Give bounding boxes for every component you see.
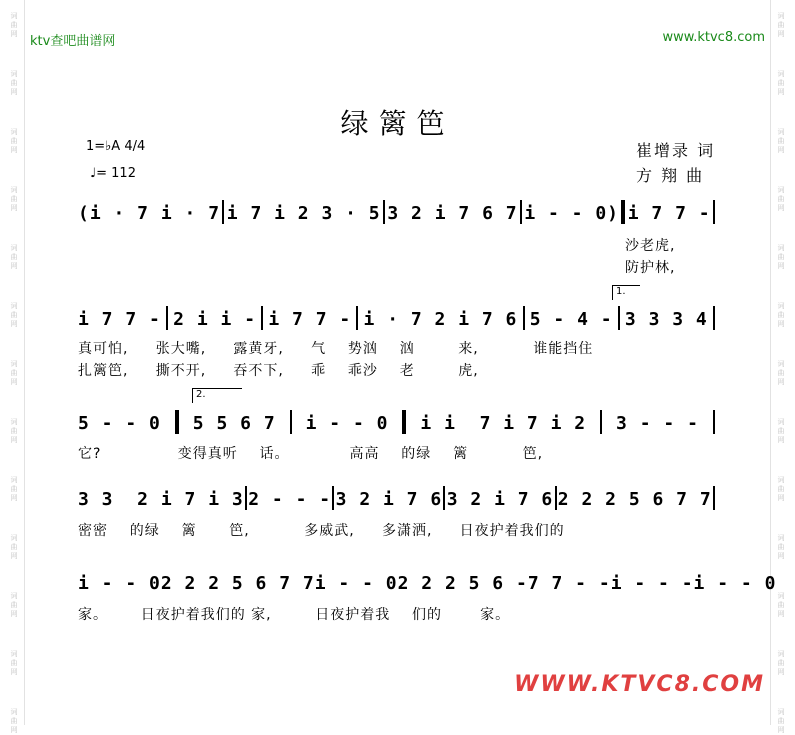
measure: i 7 i 2 3 · 5 [226,203,381,224]
watermark-glyphs: 词 曲 网 [10,650,18,676]
watermark-glyphs: 词 曲 网 [777,418,785,444]
barline [555,486,557,510]
watermark-glyphs: 词 曲 网 [777,302,785,328]
repeat-barline [402,410,406,434]
barline [618,306,620,330]
score-row-3 [78,410,715,434]
lyric-line: 家。 日夜护着我们的 家, 日夜护着我 们的 家。 [78,607,511,623]
tempo-marking: ♩= 112 [90,166,136,181]
watermark-glyphs: 词 曲 网 [10,476,18,502]
measure: 3 2 i 7 6 [335,489,443,510]
barline [290,410,292,434]
watermark-glyphs: 词 曲 网 [10,360,18,386]
measure: i - - 0 [305,413,389,434]
lyric-line: 真可怕, 张大嘴, 露黄牙, 气 势汹 汹 来, 谁能挡住 [78,341,594,357]
watermark-glyphs: 词 曲 网 [777,128,785,154]
measure: i · 7 2 i 7 6 [363,309,518,330]
score-row-4 [78,486,715,510]
barline [332,486,334,510]
measure: i - - 0) [524,203,620,224]
watermark-glyphs: 词 曲 网 [777,534,785,560]
lyric-line: 防护林, [625,260,676,276]
watermark-glyphs: 词 曲 网 [10,418,18,444]
volta-bracket-1: 1. [612,285,640,300]
repeat-barline [621,200,625,224]
barline [356,306,358,330]
measure: 5 5 6 7 [192,413,276,434]
lyric-line: 沙老虎, [625,238,676,254]
measure: i 7 7 - [627,203,711,224]
barline [443,486,445,510]
footer-site-url[interactable]: WWW.KTVC8.COM [514,672,765,697]
measure: i - - 0 [693,573,777,594]
barline [383,200,385,224]
measure: 5 - 4 - [529,309,613,330]
measure: i 7 7 - [268,309,352,330]
watermark-glyphs: 词 曲 网 [777,12,785,38]
watermark-glyphs: 词 曲 网 [10,708,18,734]
measure: 3 - - - [616,413,699,434]
watermark-glyphs: 词 曲 网 [10,12,18,38]
measure: 2 2 2 5 6 7 7 [160,573,315,594]
measure: (i · 7 i · 7 [78,203,221,224]
barline [600,410,602,434]
lyric-line: 扎篱笆, 撕不开, 吞不下, 乖 乖沙 老 虎, [78,363,479,379]
barline [713,486,715,510]
watermark-glyphs: 词 曲 网 [10,244,18,270]
site-link-left[interactable]: ktv查吧曲谱网 [30,34,116,49]
volta-bracket-2: 2. [192,388,242,403]
measure: i - - 0 [314,573,398,594]
watermark-glyphs: 词 曲 网 [777,650,785,676]
barline [222,200,224,224]
watermark-glyphs: 词 曲 网 [10,70,18,96]
watermark-glyphs: 词 曲 网 [777,476,785,502]
site-link-right[interactable]: www.ktvc8.com [662,30,765,45]
watermark-glyphs: 词 曲 网 [10,128,18,154]
watermark-glyphs: 词 曲 网 [777,592,785,618]
watermark-glyphs: 词 曲 网 [777,360,785,386]
watermark-glyphs: 词 曲 网 [777,186,785,212]
watermark-glyphs: 词 曲 网 [10,592,18,618]
measure: i - - - [610,573,694,594]
measure: i - - 0 [78,573,161,594]
measure: 2 - - - [248,489,332,510]
barline [261,306,263,330]
measure: 7 7 - - [527,573,611,594]
watermark-glyphs: 词 曲 网 [777,70,785,96]
measure: 2 2 2 5 6 7 7 [557,489,712,510]
measure: i 7 7 - [78,309,161,330]
measure: 2 i i - [173,309,257,330]
lyric-line: 密密 的绿 篱 笆, 多威武, 多潇洒, 日夜护着我们的 [78,523,565,539]
barline [245,486,247,510]
measure: 5 - - 0 [78,413,161,434]
score-row-5 [78,570,777,594]
watermark-glyphs: 词 曲 网 [777,244,785,270]
measure: 3 2 i 7 6 7 [387,203,518,224]
barline [520,200,522,224]
score-row-1 [78,200,715,224]
key-signature: 1=♭A 4/4 [86,139,146,154]
lyricist-credit: 崔增录 词 [636,141,716,160]
measure: 3 3 3 4 [624,309,708,330]
barline [523,306,525,330]
score-row-2 [78,306,715,330]
barline [713,200,715,224]
barline [713,306,715,330]
barline [166,306,168,330]
lyric-line: 它? 变得真听 话。 高高 的绿 篱 笆, [78,446,544,462]
measure: 3 3 2 i 7 i 3 [78,489,244,510]
barline [713,410,715,434]
song-title: 绿篱笆 [340,107,455,140]
composer-credit: 方 翔 曲 [636,166,705,185]
watermark-glyphs: 词 曲 网 [777,708,785,734]
measure: i i 7 i 7 i 2 [420,413,587,434]
watermark-glyphs: 词 曲 网 [10,534,18,560]
repeat-barline [175,410,179,434]
watermark-glyphs: 词 曲 网 [10,302,18,328]
measure: 2 2 2 5 6 - [397,573,528,594]
watermark-glyphs: 词 曲 网 [10,186,18,212]
measure: 3 2 i 7 6 [446,489,554,510]
